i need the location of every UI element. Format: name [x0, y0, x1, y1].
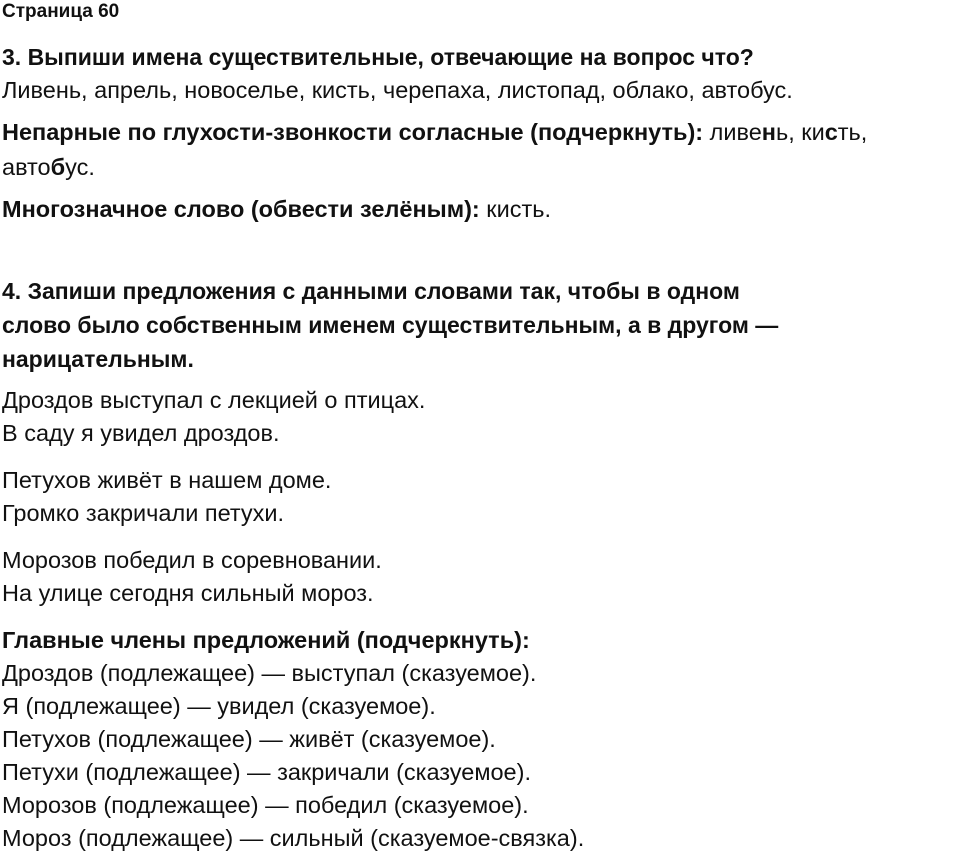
task-3-words: Ливень, апрель, новоселье, кисть, черепаха, листопад, облако, автобус. — [2, 77, 793, 103]
task-3-heading: 3. Выпиши имена существительные, отвечающие на вопрос что? — [2, 44, 754, 70]
member-line: Морозов (подлежащее) — победил (сказуемое). — [2, 792, 529, 818]
unpaired-label: Непарные по глухости-звонкости согласные (подчеркнуть): — [2, 119, 704, 145]
task-4 — [2, 274, 958, 855]
members-label: Главные члены предложений (подчеркнуть): — [2, 627, 530, 653]
marked-letter: н — [761, 119, 776, 145]
word-part: авто — [2, 154, 51, 180]
sentence: Громко закричали петухи. — [2, 500, 285, 526]
member-line: Дроздов (подлежащее) — выступал (сказуемое). — [2, 660, 537, 686]
task-4-heading-line: слово было собственным именем существительным, а в другом — — [2, 312, 779, 338]
member-line: Петухов (подлежащее) — живёт (сказуемое). — [2, 726, 496, 752]
member-line: Я (подлежащее) — увидел (сказуемое). — [2, 693, 436, 719]
polysemy-label: Многозначное слово (обвести зелёным): — [2, 196, 480, 222]
member-line: Мороз (подлежащее) — сильный (сказуемое-связка). — [2, 825, 585, 851]
sentence: В саду я увидел дроздов. — [2, 420, 280, 446]
task-4-heading-line: нарицательным. — [2, 346, 194, 372]
sentence: Петухов живёт в нашем доме. — [2, 467, 332, 493]
marked-letter: б — [50, 154, 66, 180]
document-page — [2, 0, 958, 855]
unpaired-word — [710, 119, 795, 145]
word-part: ус. — [65, 154, 95, 180]
word-part: ь, — [775, 119, 795, 145]
word-part: ть, — [837, 119, 868, 145]
unpaired-word — [2, 154, 95, 180]
task-4-heading-line: 4. Запиши предложения с данными словами так, чтобы в одном — [2, 278, 740, 304]
sentence: Дроздов выступал с лекцией о птицах. — [2, 387, 426, 413]
sentence: На улице сегодня сильный мороз. — [2, 580, 374, 606]
polysemy-word: кисть. — [486, 196, 551, 222]
member-line: Петухи (подлежащее) — закричали (сказуемое). — [2, 759, 531, 785]
word-part: ливе — [709, 119, 762, 145]
page-title: Страница 60 — [2, 1, 120, 22]
task-3 — [2, 40, 958, 226]
marked-letter: с — [824, 119, 838, 145]
task-3-unpaired — [2, 115, 958, 185]
task-3-polysemy — [2, 193, 958, 226]
sentence: Морозов победил в соревновании. — [2, 547, 382, 573]
word-part: ки — [801, 119, 825, 145]
unpaired-word — [801, 119, 867, 145]
